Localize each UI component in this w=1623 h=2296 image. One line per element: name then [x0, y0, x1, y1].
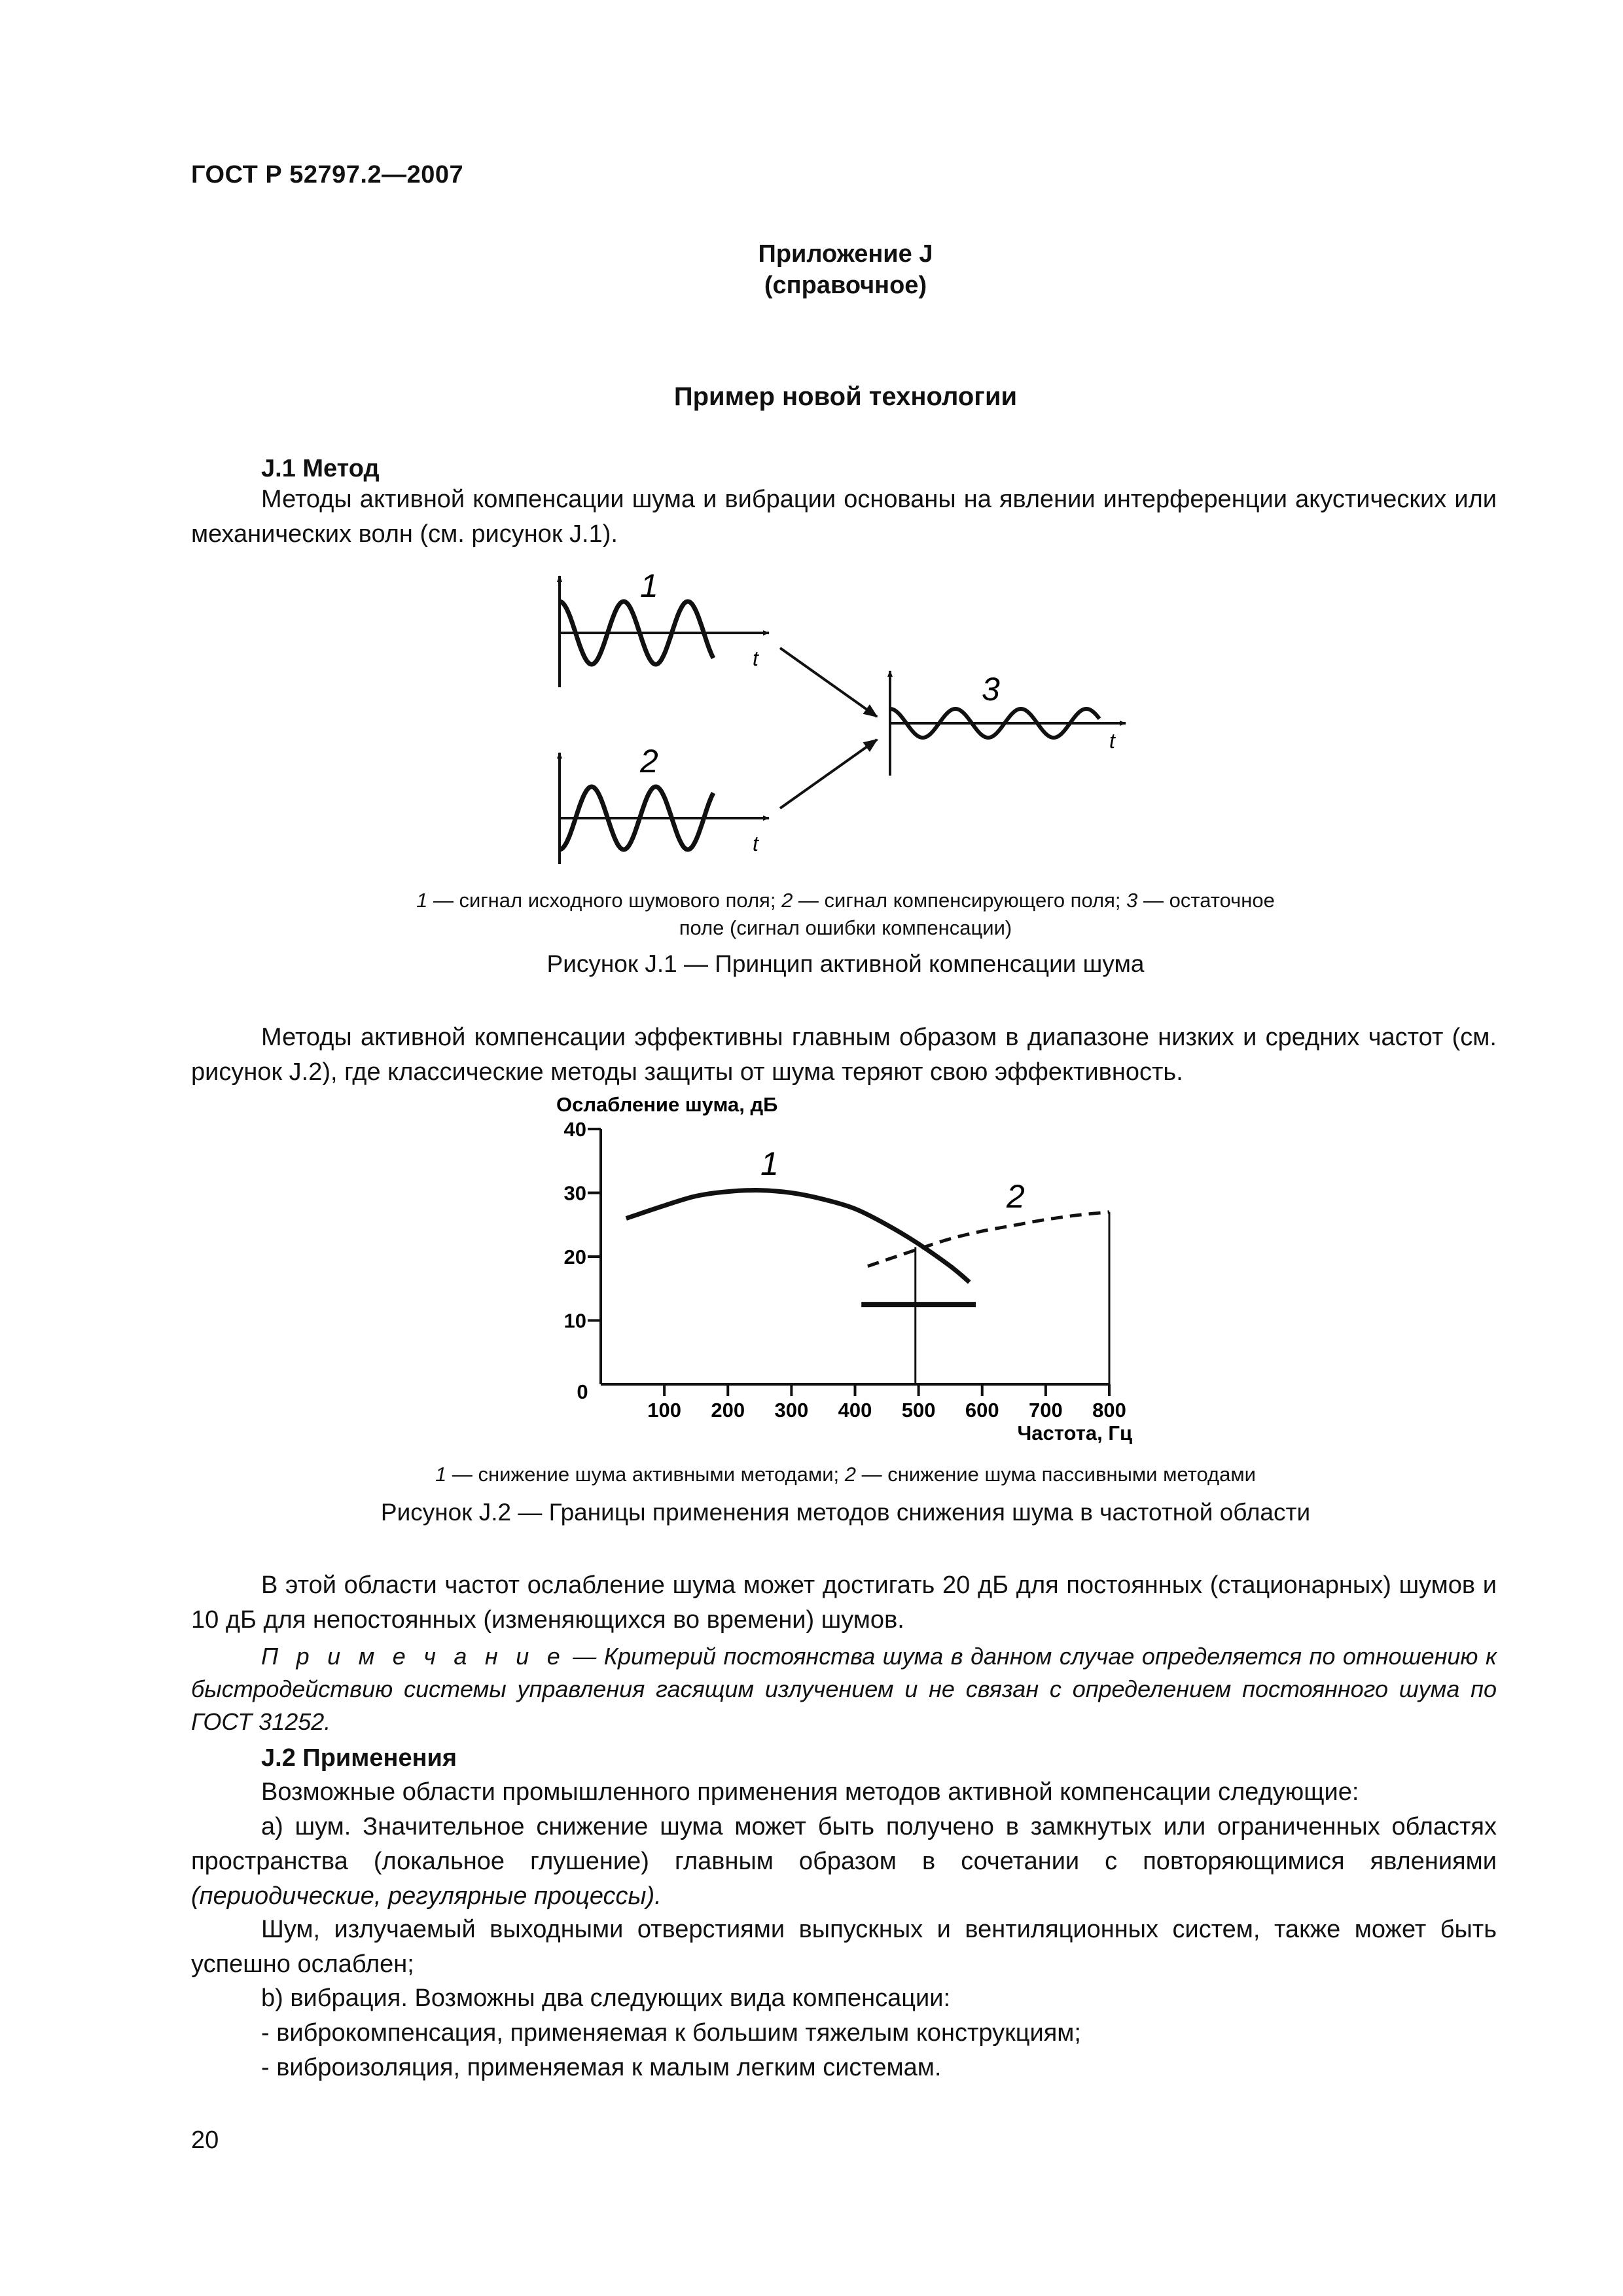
signal2-label: 2 [640, 743, 658, 780]
x-tick-label-800: 800 [1092, 1399, 1126, 1422]
j2-list-item-2: - виброизоляция, применяемая к малым легким системам. [261, 2054, 942, 2081]
x-tick-label-600: 600 [965, 1399, 999, 1422]
signal1-label: 1 [640, 567, 658, 604]
annex-kind: (справочное) [764, 272, 927, 299]
series-2-line [868, 1212, 1109, 1266]
fig1-title: Рисунок J.1 — Принцип активной компенсации шума [546, 950, 1145, 977]
y-tick-label-20: 20 [563, 1246, 586, 1268]
j2-list-item-1: - виброкомпенсация, применяемая к большим тяжелым конструкциям; [261, 2019, 1081, 2047]
fig2-key: 1 — снижение шума активными методами; 2 — снижение шума пассивными методами [435, 1463, 1256, 1486]
figure-j2-chart [543, 1086, 1158, 1453]
chart-xlabel: Частота, Гц [1017, 1422, 1132, 1444]
x-tick-label-200: 200 [711, 1399, 745, 1422]
signal3-label: 3 [982, 671, 1000, 708]
fig1-key-line2: поле (сигнал ошибки компенсации) [679, 916, 1012, 939]
j2-item-a: а) шум. Значительное снижение шума может быть получено в замкнутых или ограниченных областях пространства (локальное глушение) главным образом в сочетании с повторяющимися явлениями (периодические, регулярные процессы). [191, 1813, 1497, 1910]
annex-title: Приложение J [758, 240, 933, 268]
note-label: П р и м е ч а н и е [261, 1643, 565, 1670]
figure-j1 [537, 563, 1165, 877]
j2-item-b: b) вибрация. Возможны два следующих вида компенсации: [261, 1984, 951, 2012]
page-number: 20 [191, 2126, 219, 2154]
series-2-label: 2 [1007, 1178, 1025, 1215]
j2-noise-paragraph: Шум, излучаемый выходными отверстиями выпускных и вентиляционных систем, также может быть успешно ослаблен; [191, 1916, 1497, 1978]
standard-header: ГОСТ Р 52797.2—2007 [191, 161, 464, 188]
arrow-2-to-3 [780, 740, 877, 808]
signal3-t-label: t [1109, 729, 1115, 753]
y-tick-label-10: 10 [563, 1309, 586, 1333]
y-tick-label-30: 30 [563, 1181, 586, 1205]
x-tick-label-500: 500 [901, 1399, 936, 1422]
x-tick-label-400: 400 [838, 1399, 872, 1422]
j1-heading: J.1 Метод [261, 455, 380, 482]
x-tick-label-100: 100 [647, 1399, 681, 1422]
series-1-label: 1 [760, 1145, 779, 1182]
chart-origin-label: 0 [577, 1380, 588, 1403]
note-text: — Критерий постоянства шума в данном случае определяется по отношению к быстродействию системы управления гасящим излучением и не связан с определением постоянного шума по ГОСТ 31252. [191, 1643, 1497, 1735]
chart-ylabel: Ослабление шума, дБ [556, 1093, 778, 1116]
x-tick-label-700: 700 [1029, 1399, 1063, 1422]
fig1-key-line1: 1 — сигнал исходного шумового поля; 2 — сигнал компенсирующего поля; 3 — остаточное [416, 889, 1275, 912]
note [191, 1640, 1497, 1738]
series-1-line [626, 1191, 970, 1282]
section-title: Пример новой технологии [673, 382, 1018, 411]
signal2-t-label: t [753, 832, 758, 855]
j1-paragraph-1: Методы активной компенсации шума и вибрации основаны на явлении интерференции акустических или механических волн (см. рисунок J.1). [191, 486, 1497, 548]
j1-paragraph-3: В этой области частот ослабление шума может достигать 20 дБ для постоянных (стационарных) шумов и 10 дБ для непостоянных (изменяющихся во времени) шумов. [191, 1571, 1497, 1634]
j1-paragraph-2: Методы активной компенсации эффективны главным образом в диапазоне низких и средних частот (см. рисунок J.2), где классические методы защиты от шума теряют свою эффективность. [191, 1024, 1497, 1086]
signal1-t-label: t [753, 647, 758, 670]
j2-heading: J.2 Применения [261, 1744, 457, 1772]
y-tick-label-40: 40 [563, 1118, 586, 1141]
j2-intro: Возможные области промышленного применения методов активной компенсации следующие: [261, 1778, 1359, 1806]
arrow-1-to-3 [780, 648, 877, 717]
fig2-title: Рисунок J.2 — Границы применения методов снижения шума в частотной области [380, 1499, 1311, 1526]
x-tick-label-300: 300 [774, 1399, 809, 1422]
